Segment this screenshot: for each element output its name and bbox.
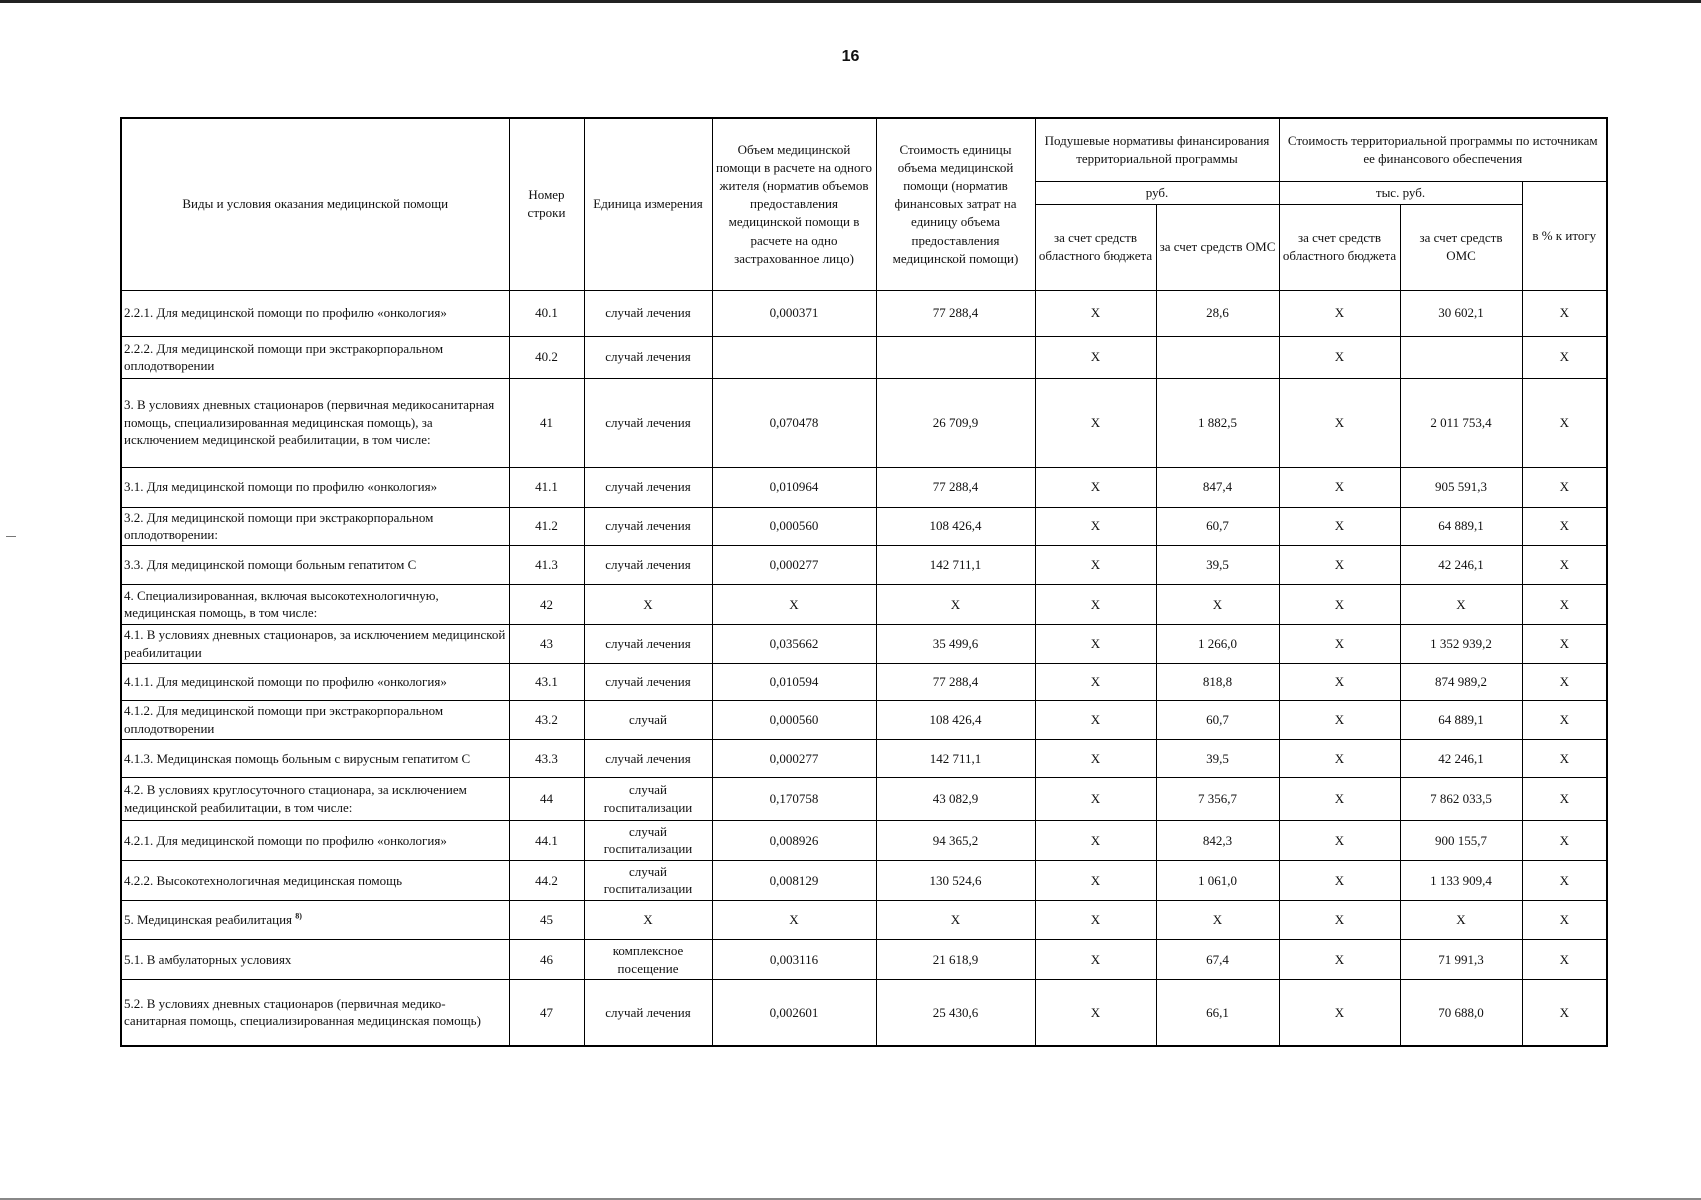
cell-percapita-oms: 818,8 [1156,663,1279,700]
header-unit: Единица измерения [584,118,712,290]
cell-percent: X [1522,584,1607,624]
cell-percent: X [1522,507,1607,545]
header-cost: Стоимость единицы объема медицинской помощи (норматив финансовых затрат на единицу объема предоставления медицинской помощи) [876,118,1035,290]
cell-program-budget: X [1279,700,1400,739]
cell-row-number: 47 [509,980,584,1046]
cell-percapita-oms: X [1156,900,1279,939]
cell-program-oms: 1 352 939,2 [1400,624,1522,663]
cell-percapita-oms: 60,7 [1156,700,1279,739]
table-row [121,467,1607,507]
cell-percapita-budget: X [1035,467,1156,507]
cell-program-budget: X [1279,336,1400,378]
cell-cost: 25 430,6 [876,980,1035,1046]
cell-percapita-budget: X [1035,507,1156,545]
cell-program-budget: X [1279,820,1400,860]
header-tp-oms: за счет средств ОМС [1400,204,1522,290]
cell-program-budget: X [1279,624,1400,663]
cell-percapita-budget: X [1035,739,1156,777]
cell-row-number: 41.3 [509,545,584,584]
header-row-number: Номер строки [509,118,584,290]
cell-percent: X [1522,777,1607,820]
cell-program-oms: X [1400,584,1522,624]
cell-volume: X [712,584,876,624]
cell-unit: случай госпитализации [584,777,712,820]
cell-percent: X [1522,939,1607,979]
row-name: 4.1. В условиях дневных стационаров, за исключением медицинской реабилитации [121,624,509,663]
cell-percapita-oms: 1 266,0 [1156,624,1279,663]
cell-percent: X [1522,336,1607,378]
cell-percapita-budget: X [1035,663,1156,700]
row-name: 5.2. В условиях дневных стационаров (первичная медико-санитарная помощь, специализированная медицинская помощь) [121,980,509,1046]
cell-percapita-oms: 1 882,5 [1156,378,1279,467]
cell-percapita-budget: X [1035,624,1156,663]
cell-unit: случай госпитализации [584,820,712,860]
cell-row-number: 42 [509,584,584,624]
cell-percapita-oms [1156,336,1279,378]
cell-percent: X [1522,467,1607,507]
cell-percent: X [1522,980,1607,1046]
cell-row-number: 43.3 [509,739,584,777]
row-name: 3.3. Для медицинской помощи больным гепатитом С [121,545,509,584]
header-volume: Объем медицинской помощи в расчете на одного жителя (норматив объемов предоставления медицинской помощи в расчете на одно застрахованное лицо) [712,118,876,290]
cell-program-oms: 874 989,2 [1400,663,1522,700]
header-unit-thous-rub: тыс. руб. [1279,181,1522,204]
row-name: 4.1.1. Для медицинской помощи по профилю «онкология» [121,663,509,700]
cell-percent: X [1522,290,1607,336]
cell-program-oms: 42 246,1 [1400,545,1522,584]
cell-row-number: 43.1 [509,663,584,700]
cell-unit: случай лечения [584,507,712,545]
cell-percapita-budget: X [1035,820,1156,860]
row-name: 4.2.2. Высокотехнологичная медицинская помощь [121,860,509,900]
cell-row-number: 46 [509,939,584,979]
cell-program-oms: 7 862 033,5 [1400,777,1522,820]
table-row [121,545,1607,584]
cell-cost: 142 711,1 [876,739,1035,777]
cell-program-oms [1400,336,1522,378]
table-row [121,777,1607,820]
cell-unit: случай госпитализации [584,860,712,900]
table-row [121,663,1607,700]
cell-percent: X [1522,545,1607,584]
cell-program-budget: X [1279,900,1400,939]
cell-unit: случай лечения [584,336,712,378]
cell-volume: 0,000560 [712,700,876,739]
cell-row-number: 44 [509,777,584,820]
cell-row-number: 41.2 [509,507,584,545]
scan-edge-top [0,0,1701,3]
header-pc-oms: за счет средств ОМС [1156,204,1279,290]
cell-percent: X [1522,820,1607,860]
cell-percapita-oms: 7 356,7 [1156,777,1279,820]
cell-unit: случай лечения [584,739,712,777]
cell-percent: X [1522,624,1607,663]
cell-percapita-budget: X [1035,860,1156,900]
cell-cost: 94 365,2 [876,820,1035,860]
table-row [121,290,1607,336]
cell-unit: случай лечения [584,545,712,584]
page-number: 16 [841,48,860,65]
cell-program-oms: 71 991,3 [1400,939,1522,979]
cell-unit: случай лечения [584,624,712,663]
cell-row-number: 43 [509,624,584,663]
cell-percent: X [1522,663,1607,700]
table-body [121,290,1607,1045]
cell-percapita-oms: 847,4 [1156,467,1279,507]
cell-unit: случай [584,700,712,739]
cell-cost: X [876,900,1035,939]
header-percent: в % к итогу [1522,181,1607,290]
cell-percapita-budget: X [1035,900,1156,939]
cell-program-oms: 1 133 909,4 [1400,860,1522,900]
cell-row-number: 44.2 [509,860,584,900]
cell-percapita-budget: X [1035,336,1156,378]
cell-percapita-budget: X [1035,980,1156,1046]
cell-program-oms: X [1400,900,1522,939]
row-name: 5. Медицинская реабилитация $^{8)}$ [121,900,509,939]
table-row [121,820,1607,860]
cell-unit: случай лечения [584,467,712,507]
cell-cost [876,336,1035,378]
header-percapita-group: Подушевые нормативы финансирования территориальной программы [1035,118,1279,181]
cell-unit: X [584,900,712,939]
cell-program-oms: 905 591,3 [1400,467,1522,507]
table-row [121,980,1607,1046]
cell-cost: 21 618,9 [876,939,1035,979]
cell-volume: 0,000560 [712,507,876,545]
cell-program-oms: 30 602,1 [1400,290,1522,336]
cell-volume: 0,003116 [712,939,876,979]
cell-program-budget: X [1279,378,1400,467]
cell-cost: 108 426,4 [876,700,1035,739]
cell-unit: случай лечения [584,980,712,1046]
cell-volume: 0,170758 [712,777,876,820]
row-name: 4.1.2. Для медицинской помощи при экстракорпоральном оплодотворении [121,700,509,739]
cell-program-budget: X [1279,739,1400,777]
cell-cost: 43 082,9 [876,777,1035,820]
cell-percapita-budget: X [1035,378,1156,467]
cell-cost: 77 288,4 [876,467,1035,507]
row-name: 4. Специализированная, включая высокотехнологичную, медицинская помощь, в том числе: [121,584,509,624]
cell-volume: 0,000371 [712,290,876,336]
cell-percapita-oms: X [1156,584,1279,624]
cell-percapita-budget: X [1035,939,1156,979]
cell-percent: X [1522,700,1607,739]
cell-volume: 0,010964 [712,467,876,507]
cell-program-budget: X [1279,545,1400,584]
financing-table [120,117,1608,1047]
cell-cost: 108 426,4 [876,507,1035,545]
cell-percapita-oms: 39,5 [1156,545,1279,584]
cell-unit: случай лечения [584,290,712,336]
cell-volume: 0,000277 [712,545,876,584]
cell-percapita-oms: 842,3 [1156,820,1279,860]
cell-percapita-oms: 39,5 [1156,739,1279,777]
cell-program-oms: 900 155,7 [1400,820,1522,860]
table-row [121,860,1607,900]
header-type: Виды и условия оказания медицинской помощи [121,118,509,290]
cell-percapita-oms: 28,6 [1156,290,1279,336]
cell-program-budget: X [1279,939,1400,979]
table-row [121,378,1607,467]
scan-mark [6,536,16,537]
table-row [121,624,1607,663]
cell-volume: 0,035662 [712,624,876,663]
cell-program-oms: 64 889,1 [1400,507,1522,545]
row-name: 4.2. В условиях круглосуточного стационара, за исключением медицинской реабилитации, в том числе: [121,777,509,820]
cell-program-oms: 64 889,1 [1400,700,1522,739]
cell-unit: случай лечения [584,378,712,467]
cell-program-budget: X [1279,663,1400,700]
cell-volume: X [712,900,876,939]
cell-row-number: 41 [509,378,584,467]
row-name: 3.2. Для медицинской помощи при экстракорпоральном оплодотворении: [121,507,509,545]
cell-percent: X [1522,378,1607,467]
cell-program-budget: X [1279,860,1400,900]
cell-unit: X [584,584,712,624]
cell-percapita-budget: X [1035,545,1156,584]
cell-program-oms: 2 011 753,4 [1400,378,1522,467]
row-name: 4.2.1. Для медицинской помощи по профилю «онкология» [121,820,509,860]
cell-program-budget: X [1279,507,1400,545]
cell-volume: 0,010594 [712,663,876,700]
row-name: 3.1. Для медицинской помощи по профилю «онкология» [121,467,509,507]
cell-cost: X [876,584,1035,624]
cell-percapita-oms: 66,1 [1156,980,1279,1046]
cell-percapita-oms: 1 061,0 [1156,860,1279,900]
cell-program-oms: 42 246,1 [1400,739,1522,777]
cell-percent: X [1522,900,1607,939]
cell-program-oms: 70 688,0 [1400,980,1522,1046]
cell-volume: 0,000277 [712,739,876,777]
cell-unit: случай лечения [584,663,712,700]
cell-cost: 35 499,6 [876,624,1035,663]
cell-percapita-budget: X [1035,777,1156,820]
cell-percapita-oms: 67,4 [1156,939,1279,979]
cell-percent: X [1522,860,1607,900]
cell-program-budget: X [1279,584,1400,624]
row-name: 5.1. В амбулаторных условиях [121,939,509,979]
table-row [121,739,1607,777]
cell-cost: 26 709,9 [876,378,1035,467]
cell-percapita-oms: 60,7 [1156,507,1279,545]
table-row [121,336,1607,378]
cell-volume: 0,002601 [712,980,876,1046]
cell-percapita-budget: X [1035,584,1156,624]
footnote-marker: 8) [295,911,302,921]
cell-row-number: 40.2 [509,336,584,378]
cell-volume [712,336,876,378]
cell-cost: 142 711,1 [876,545,1035,584]
table-row [121,507,1607,545]
cell-volume: 0,008129 [712,860,876,900]
cell-volume: 0,070478 [712,378,876,467]
row-name: 2.2.2. Для медицинской помощи при экстракорпоральном оплодотворении [121,336,509,378]
cell-row-number: 43.2 [509,700,584,739]
cell-program-budget: X [1279,777,1400,820]
header-program-group: Стоимость территориальной программы по источникам ее финансового обеспечения [1279,118,1607,181]
cell-row-number: 41.1 [509,467,584,507]
cell-cost: 130 524,6 [876,860,1035,900]
header-unit-rub: руб. [1035,181,1279,204]
cell-row-number: 44.1 [509,820,584,860]
cell-unit: комплексное посещение [584,939,712,979]
cell-percapita-budget: X [1035,290,1156,336]
cell-row-number: 40.1 [509,290,584,336]
cell-percapita-budget: X [1035,700,1156,739]
cell-cost: 77 288,4 [876,663,1035,700]
cell-volume: 0,008926 [712,820,876,860]
cell-program-budget: X [1279,980,1400,1046]
table-row [121,939,1607,979]
row-name: 3. В условиях дневных стационаров (первичная медикосанитарная помощь, специализированная медицинская помощь), за исключением медицинской реабилитации, в том числе: [121,378,509,467]
header-pc-budget: за счет средств областного бюджета [1035,204,1156,290]
header-tp-budget: за счет средств областного бюджета [1279,204,1400,290]
cell-program-budget: X [1279,290,1400,336]
table-row [121,584,1607,624]
table-row [121,900,1607,939]
cell-row-number: 45 [509,900,584,939]
table-row [121,700,1607,739]
cell-cost: 77 288,4 [876,290,1035,336]
row-name: 2.2.1. Для медицинской помощи по профилю «онкология» [121,290,509,336]
cell-percent: X [1522,739,1607,777]
cell-program-budget: X [1279,467,1400,507]
row-name: 4.1.3. Медицинская помощь больным с вирусным гепатитом С [121,739,509,777]
